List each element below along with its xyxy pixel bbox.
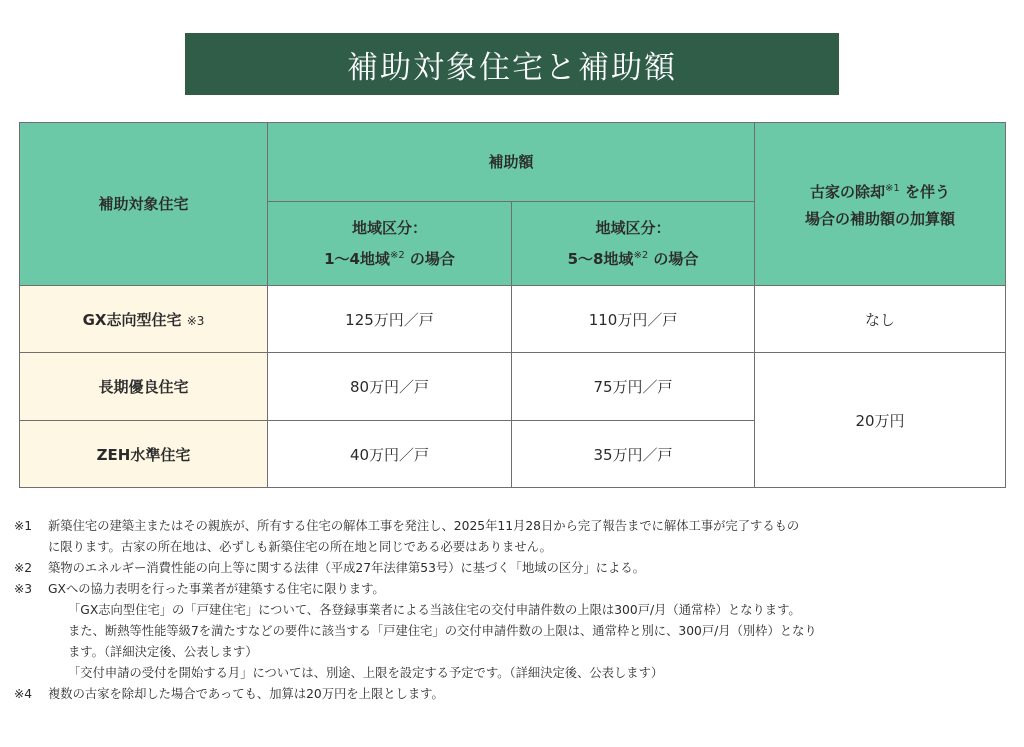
note-3 xyxy=(14,579,1014,600)
note-line: 「GX志向型住宅」の「戸建住宅」について、各登録事業者による当該住宅の交付申請件数の上限は300戸/月（通常枠）となります。 xyxy=(68,603,801,617)
header-subsidy-amount: 補助額 xyxy=(268,123,755,202)
cell-gx-demolition: なし xyxy=(755,286,1006,353)
note-line: 新築住宅の建築主またはその親族が、所有する住宅の解体工事を発注し、2025年11月28日から完了報告までに解体工事が完了するもの xyxy=(48,519,800,533)
note-3-sub-1 xyxy=(14,600,1014,621)
header-demolition-text-a: 古家の除却 xyxy=(810,183,886,201)
header-region-5-8-line2: 5〜8地域 xyxy=(567,249,634,268)
cell-gx-region-1-4: 125万円／戸 xyxy=(268,286,512,353)
header-demolition-line2: 場合の補助額の加算額 xyxy=(805,210,956,228)
header-region-1-4 xyxy=(268,202,512,286)
note-line: 「交付申請の受付を開始する月」については、別途、上限を設定する予定です。（詳細決定後、公表します） xyxy=(68,666,664,680)
note-3-sub-2 xyxy=(14,621,1014,663)
header-region-5-8 xyxy=(512,202,755,286)
header-region-1-4-suffix: の場合 xyxy=(409,249,455,268)
header-region-5-8-suffix: の場合 xyxy=(653,249,699,268)
note-mark xyxy=(14,663,48,684)
cell-gx-region-5-8: 110万円／戸 xyxy=(512,286,755,353)
note-line: 複数の古家を除却した場合であっても、加算は20万円を上限とします。 xyxy=(48,687,444,701)
note-line: 築物のエネルギー消費性能の向上等に関する法律（平成27年法律第53号）に基づく「地域の区分」による。 xyxy=(48,561,645,575)
row-head-gx xyxy=(20,286,268,353)
header-region-5-8-mark: ※2 xyxy=(633,249,649,261)
row-mark-gx: ※3 xyxy=(186,313,205,328)
note-mark xyxy=(14,600,48,621)
page-title: 補助対象住宅と補助額 xyxy=(185,33,839,95)
note-4 xyxy=(14,684,1014,705)
cell-long-term-region-1-4: 80万円／戸 xyxy=(268,353,512,421)
header-demolition-addition xyxy=(755,123,1006,286)
header-target-housing: 補助対象住宅 xyxy=(20,123,268,286)
note-1 xyxy=(14,516,1014,558)
cell-zeh-region-1-4: 40万円／戸 xyxy=(268,421,512,488)
table-row xyxy=(20,353,1006,421)
cell-demolition-shared: 20万円 xyxy=(755,353,1006,488)
subsidy-table xyxy=(19,122,1006,488)
note-line: GXへの協力表明を行った事業者が建築する住宅に限ります。 xyxy=(48,582,385,596)
note-mark: ※3 xyxy=(14,582,33,596)
cell-zeh-region-5-8: 35万円／戸 xyxy=(512,421,755,488)
note-mark: ※1 xyxy=(14,519,33,533)
note-line: に限ります。古家の所在地は、必ずしも新築住宅の所在地と同じである必要はありません。 xyxy=(48,540,552,554)
header-region-1-4-mark: ※2 xyxy=(389,249,405,261)
table-row xyxy=(20,286,1006,353)
row-head-zeh: ZEH水準住宅 xyxy=(20,421,268,488)
note-mark: ※2 xyxy=(14,561,33,575)
header-region-1-4-line2: 1〜4地域 xyxy=(324,249,390,268)
note-line: また、断熱等性能等級7を満たすなどの要件に該当する「戸建住宅」の交付申請件数の上限は、通常枠と別に、300戸/月（別枠）となり xyxy=(68,624,817,638)
note-line: ます。（詳細決定後、公表します） xyxy=(68,645,258,659)
header-region-1-4-line1: 地域区分： xyxy=(351,218,427,237)
note-mark: ※4 xyxy=(14,687,33,701)
cell-long-term-region-5-8: 75万円／戸 xyxy=(512,353,755,421)
header-demolition-text-b: を伴う xyxy=(905,183,951,201)
note-mark xyxy=(14,621,48,663)
footnotes xyxy=(14,516,1014,705)
note-2 xyxy=(14,558,1014,579)
header-demolition-note-mark: ※1 xyxy=(885,183,900,194)
note-3-sub-3 xyxy=(14,663,1014,684)
row-head-long-term: 長期優良住宅 xyxy=(20,353,268,421)
row-name-gx: GX志向型住宅 xyxy=(82,310,182,329)
header-region-5-8-line1: 地域区分： xyxy=(595,218,671,237)
